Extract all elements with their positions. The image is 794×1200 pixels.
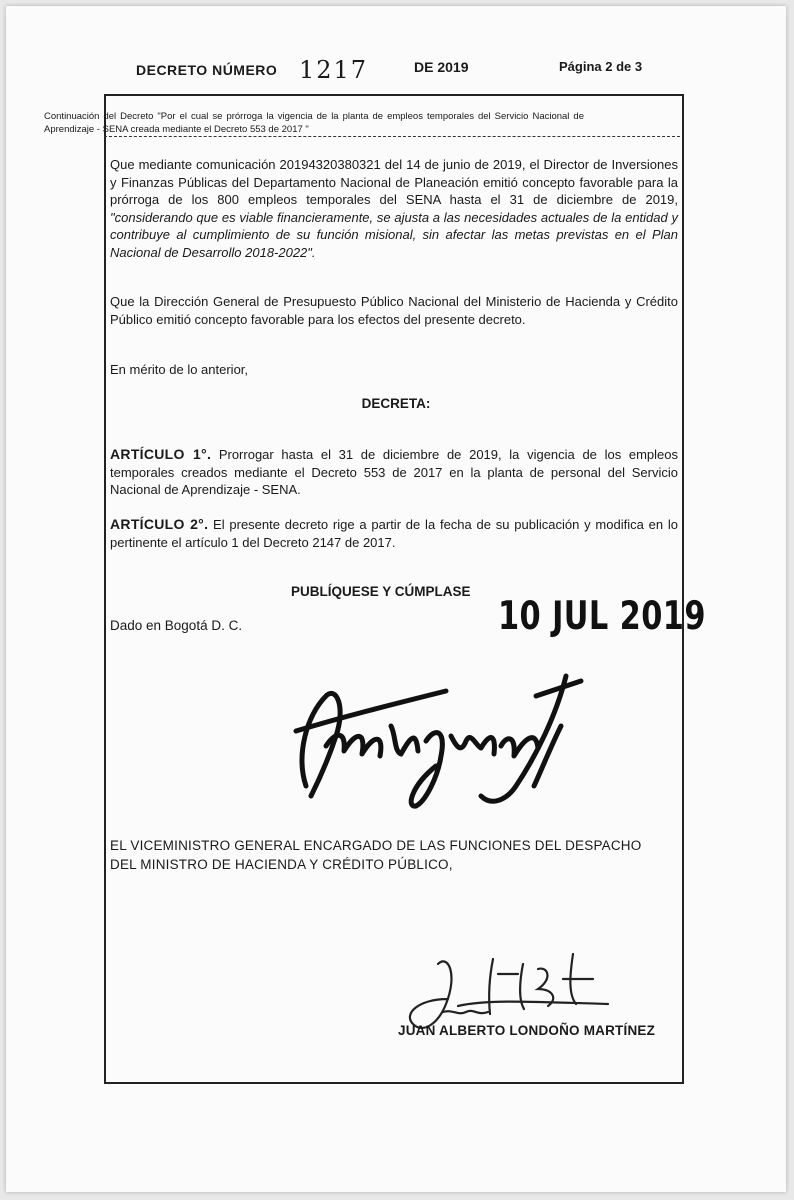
page-indicator: Página 2 de 3	[559, 59, 643, 74]
paragraph-quote: "considerando que es viable financieramente, se ajusta a las necesidades actuales de la entidad y contribuye al cumplimiento de su función misional, sin afectar las metas previstas en el Plan Nacional de Desarrollo 2018-2022".	[110, 209, 678, 260]
article-label: ARTÍCULO 1°.	[110, 446, 212, 462]
document-page	[6, 6, 786, 1192]
decreta-text: DECRETA:	[361, 396, 431, 411]
decree-year: DE 2019	[414, 59, 469, 75]
publiquese-heading: PUBLÍQUESE Y CÚMPLASE	[291, 584, 471, 599]
date-stamp: 10 JUL 2019	[498, 594, 706, 639]
dashed-divider	[104, 136, 680, 137]
paragraph-text: Que mediante comunicación 20194320380321 del 14 de junio de 2019, el Director de Inversiones y Finanzas Públicas del Departamento Nacional de Planeación emitió concepto favorable para la prórroga de los 800 empleos temporales del SENA hasta el 31 de diciembre de 2019,	[110, 157, 678, 208]
article-label: ARTÍCULO 2°.	[110, 516, 209, 532]
decree-label: DECRETO NÚMERO	[136, 62, 278, 78]
decreta-heading	[6, 396, 786, 411]
paragraph-considerando-1	[110, 156, 678, 262]
paragraph-merito: En mérito de lo anterior,	[110, 362, 249, 377]
article-text: Prorrogar hasta el 31 de diciembre de 2019, la vigencia de los empleos temporales creados mediante el Decreto 553 de 2017 en la planta de personal del Servicio Nacional de Aprendizaje - SENA.	[110, 447, 679, 498]
continuation-note: Continuación del Decreto "Por el cual se prórroga la vigencia de la planta de empleos temporales del Servicio Nacional de Aprendizaje - SENA creada mediante el Decreto 553 de 2017 "	[44, 111, 584, 135]
decree-header	[6, 58, 786, 88]
article-1	[110, 446, 678, 499]
signature-minister	[266, 636, 596, 816]
decree-number: 1217	[299, 56, 369, 84]
dado-en-line: Dado en Bogotá D. C.	[110, 618, 243, 633]
paragraph-considerando-2: Que la Dirección General de Presupuesto Público Nacional del Ministerio de Hacienda y Crédito Público emitió concepto favorable para los efectos del presente decreto.	[110, 294, 678, 327]
article-2	[110, 516, 678, 551]
vice-minister-title: EL VICEMINISTRO GENERAL ENCARGADO DE LAS FUNCIONES DEL DESPACHO DEL MINISTRO DE HACIENDA Y CRÉDITO PÚBLICO,	[110, 838, 642, 872]
signer-name: JUAN ALBERTO LONDOÑO MARTÍNEZ	[398, 1023, 656, 1038]
article-text: El presente decreto rige a partir de la fecha de su publicación y modifica en lo pertinente el artículo 1 del Decreto 2147 de 2017.	[110, 517, 678, 550]
